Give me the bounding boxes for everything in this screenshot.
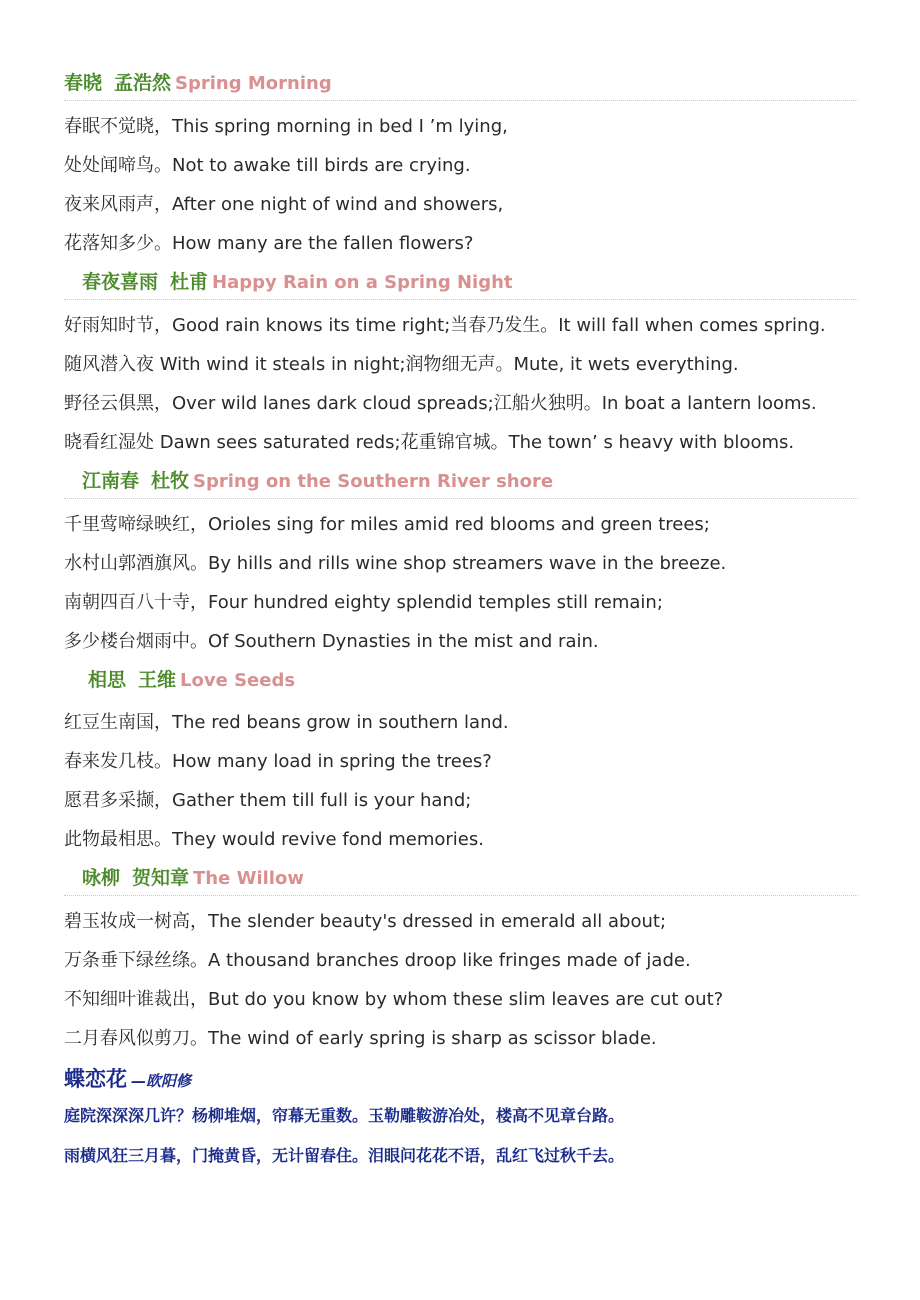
poem-title-row [64, 464, 858, 499]
poem-line: 好雨知时节，Good rain knows its time right;当春乃发生。It will fall when comes spring. [64, 315, 826, 336]
poem-title-row [64, 861, 858, 896]
poem-title-row [64, 663, 858, 697]
poem-line: 花落知多少。How many are the fallen flowers? [64, 233, 474, 254]
poem-chinese-title: 相思 [88, 669, 127, 691]
poem-line: 春来发几枝。How many load in spring the trees? [64, 751, 492, 772]
poem-line: 野径云俱黑，Over wild lanes dark cloud spreads;江船火独明。In boat a lantern looms. [64, 393, 817, 414]
poem-title-row [64, 66, 858, 101]
document-page [64, 66, 858, 1176]
poem-english-title: Spring on the Southern River shore [193, 471, 554, 492]
poem-line: 二月春风似剪刀。The wind of early spring is sharp as scissor blade. [64, 1028, 657, 1049]
poem-line: 晓看红湿处 Dawn sees saturated reds;花重锦官城。The town’ s heavy with blooms. [64, 432, 795, 453]
poem-line: 水村山郭酒旗风。By hills and rills wine shop streamers wave in the breeze. [64, 553, 727, 574]
poem-line: 处处闻啼鸟。Not to awake till birds are crying. [64, 155, 471, 176]
poem-happy-rain [64, 265, 858, 462]
poem-line: 多少楼台烟雨中。Of Southern Dynasties in the mist and rain. [64, 631, 599, 652]
poem-chinese-title: 咏柳 [82, 867, 121, 889]
poem-line: 碧玉妆成一树高，The slender beauty's dressed in emerald all about; [64, 911, 667, 932]
poem-author: 孟浩然 [114, 72, 172, 94]
poem-english-title: Happy Rain on a Spring Night [212, 272, 513, 293]
poem-line: 南朝四百八十寺，Four hundred eighty splendid temples still remain; [64, 592, 663, 613]
poem-title-row [64, 265, 858, 300]
poem-line: 不知细叶谁裁出，But do you know by whom these slim leaves are cut out? [64, 989, 724, 1010]
poem-author: 杜牧 [151, 470, 190, 492]
poem-southern-river [64, 464, 858, 661]
poem-line: 随风潜入夜 With wind it steals in night;润物细无声。Mute, it wets everything. [64, 354, 739, 375]
poem-the-willow [64, 861, 858, 1058]
poem-line: 此物最相思。They would revive fond memories. [64, 829, 484, 850]
poem-spring-morning [64, 66, 858, 263]
poem-chinese-title: 江南春 [82, 470, 140, 492]
ci-title: 蝶恋花 [64, 1067, 127, 1091]
poem-author: 贺知章 [132, 867, 190, 889]
poem-line: 夜来风雨声，After one night of wind and showers, [64, 194, 504, 215]
poem-line: 万条垂下绿丝绦。A thousand branches droop like fringes made of jade. [64, 950, 691, 971]
poem-english-title: The Willow [193, 868, 304, 889]
poem-english-title: Love Seeds [180, 670, 296, 691]
poem-line: 红豆生南国，The red beans grow in southern land. [64, 712, 509, 733]
poem-english-title: Spring Morning [175, 73, 332, 94]
poem-line: 愿君多采撷，Gather them till full is your hand; [64, 790, 472, 811]
poem-chinese-title: 春晓 [64, 72, 103, 94]
ci-line: 庭院深深深几许？杨柳堆烟，帘幕无重数。玉勒雕鞍游冶处，楼高不见章台路。 [64, 1106, 625, 1125]
poem-line: 春眠不觉晓，This spring morning in bed I ’m lying, [64, 116, 508, 137]
ci-author: —欧阳修 [131, 1072, 192, 1090]
poem-love-seeds [64, 663, 858, 859]
ci-line: 雨横风狂三月暮，门掩黄昏，无计留春住。泪眼问花花不语，乱红飞过秋千去。 [64, 1146, 625, 1165]
poem-line: 千里莺啼绿映红，Orioles sing for miles amid red blooms and green trees; [64, 514, 710, 535]
poem-author: 王维 [138, 669, 177, 691]
poem-chinese-title: 春夜喜雨 [82, 271, 159, 293]
poem-author: 杜甫 [170, 271, 209, 293]
ci-butterfly-love-flower [64, 1062, 858, 1176]
ci-title-row [64, 1062, 858, 1096]
